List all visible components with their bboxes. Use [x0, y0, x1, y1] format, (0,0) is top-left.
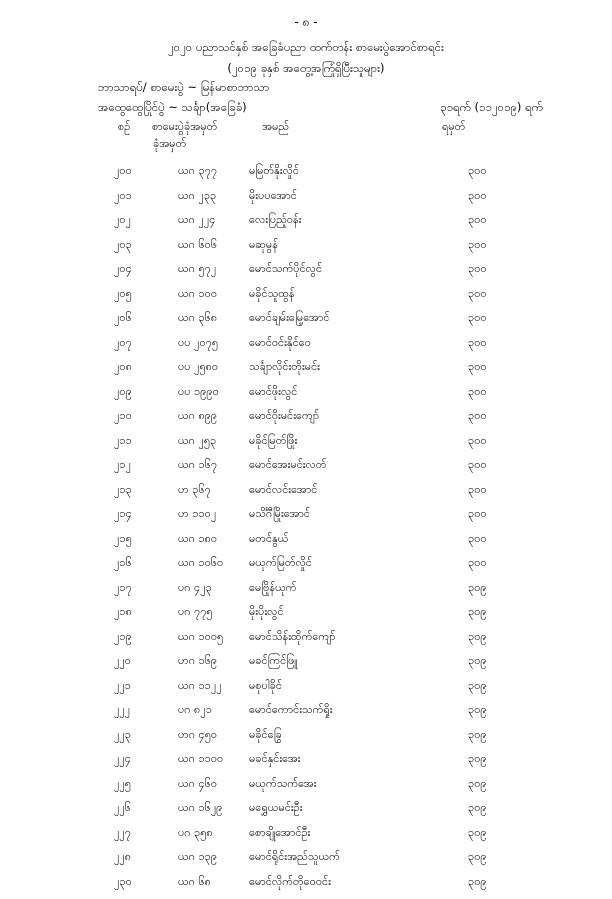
row-marks: ၃၀၀ — [468, 287, 487, 303]
row-marks: ၃၀၉ — [468, 630, 487, 646]
row-roll-number: ယဂ ၁၀၆၀ — [178, 556, 223, 572]
row-roll-number: ပဂ ၃၅၈ — [178, 826, 213, 842]
row-serial: ၂၂၀ — [114, 654, 131, 670]
row-marks: ၃၀၉ — [468, 801, 487, 817]
row-name: မောင်သက်ပိုင်လွင် — [249, 262, 322, 278]
department-line: ဘာသာရပ်/ စာမေးပွဲ ~ မြန်မာစာဘာသာ — [98, 80, 269, 97]
row-name: မောင်ဝိုးမင်းကျော် — [249, 409, 319, 425]
row-marks: ၃၀၀ — [468, 483, 487, 499]
row-name: စောချိုအောင်ဦး — [249, 826, 310, 842]
row-name: မောင်ချမ်းမြေ့အောင် — [249, 311, 329, 327]
row-marks: ၃၀၉ — [468, 777, 487, 793]
row-marks: ၃၀၉ — [468, 605, 487, 621]
table-row — [0, 238, 612, 263]
row-name: မရွှေယမင်းဦး — [249, 801, 303, 817]
row-marks: ၃၀၀ — [468, 189, 487, 205]
page-number: - ၈ - — [0, 14, 612, 32]
row-marks: ၃၀၀ — [468, 262, 487, 278]
row-roll-number: ပပ ၂၅၈၀ — [178, 360, 218, 376]
row-name: မယုက်သက်အေး — [249, 777, 317, 793]
table-row — [0, 507, 612, 532]
table-row — [0, 801, 612, 826]
row-marks: ၃၀၉ — [468, 654, 487, 670]
row-name: မဆုမွန် — [249, 238, 278, 254]
header-name: အမည် — [262, 120, 289, 136]
table-row — [0, 850, 612, 875]
table-row — [0, 458, 612, 483]
row-roll-number: ဟဂ ၄၅၀ — [178, 728, 217, 744]
table-row — [0, 875, 612, 899]
row-roll-number: ယဂ ၅၇၂ — [178, 262, 216, 278]
row-serial: ၂၀၄ — [114, 262, 132, 278]
table-row — [0, 654, 612, 679]
document-subtitle: (၂၀၁၉ ခုနှစ် အတွေ့အကြုံရှိပြီးသူများ) — [0, 61, 612, 78]
row-roll-number: ယဂ ၂၂၄ — [178, 213, 215, 229]
header-serial: စဉ် — [118, 120, 130, 136]
table-row — [0, 287, 612, 312]
row-marks: ၃၀၀ — [468, 409, 487, 425]
row-marks: ၃၀၀ — [468, 458, 487, 474]
table-row — [0, 385, 612, 410]
row-roll-number: ယဂ ၂၃၃ — [178, 189, 216, 205]
row-name: မသိင်္ဂီမြိုးအောင် — [249, 507, 310, 523]
table-row — [0, 752, 612, 777]
row-serial: ၂၀၈ — [114, 360, 132, 376]
table-row — [0, 213, 612, 238]
row-serial: ၂၀၁ — [114, 189, 132, 205]
row-marks: ၃၀၀ — [468, 507, 487, 523]
row-serial: ၂၂၇ — [114, 826, 131, 842]
row-serial: ၂၂၆ — [114, 801, 131, 817]
row-roll-number: ဟဂ ၁၆၉ — [178, 654, 217, 670]
row-name: မခိုင်သူထွန် — [249, 287, 295, 303]
table-row — [0, 532, 612, 557]
row-name: မောင်ကောင်းသက်ရှိုး — [249, 703, 333, 719]
row-name: မတင်နွယ် — [249, 532, 288, 548]
row-marks: ၃၀၀ — [468, 336, 487, 352]
row-marks: ၃၀၉ — [468, 850, 487, 866]
table-row — [0, 777, 612, 802]
table-row — [0, 605, 612, 630]
row-serial: ၂၂၄ — [114, 752, 131, 768]
table-row — [0, 434, 612, 459]
row-name: သင်္ချာလိုင်းတိုးမင်း — [249, 360, 320, 376]
table-row — [0, 336, 612, 361]
row-roll-number: ဟ ၁၁၀၂ — [178, 507, 216, 523]
row-name: မောင်ဝင်းနိုင်ဝေ — [249, 336, 311, 352]
row-name: မောင်ရိုင်းအည်သူယက် — [249, 850, 340, 866]
row-serial: ၂၀၇ — [114, 336, 132, 352]
row-serial: ၂၀၃ — [114, 238, 132, 254]
row-marks: ၃၀၀ — [468, 213, 487, 229]
row-serial: ၂၁၃ — [114, 483, 132, 499]
row-roll-number: ယဂ ၁၈၀ — [178, 532, 217, 548]
row-serial: ၂၀၂ — [114, 213, 131, 229]
row-roll-number: ယဂ ၁၆၇ — [178, 458, 217, 474]
row-roll-number: ဟ ၃၆၇ — [178, 483, 211, 499]
row-name: မခင်ကြင်ဖြူ — [249, 654, 298, 670]
row-marks: ၃၀၀ — [468, 238, 487, 254]
date-line: ၃၁ရက် (၁၁၂၀၁၉) ရက် — [440, 100, 543, 117]
row-name: မခိုင်မြတ်ဖြိုး — [249, 434, 297, 450]
row-name: မစုပါခိုင် — [249, 679, 282, 695]
row-name: မောင်လင်းအောင် — [249, 483, 317, 499]
row-serial: ၂၀၆ — [114, 311, 132, 327]
row-serial: ၂၂၁ — [114, 679, 131, 695]
row-marks: ၃၀၀ — [468, 556, 487, 572]
row-name: မိုးပပအောင် — [249, 189, 297, 205]
row-marks: ၃၀၀ — [468, 311, 487, 327]
row-name: မောင်လိုက်တိုဝေဝင်း — [249, 875, 331, 891]
row-serial: ၂၃၀ — [114, 875, 132, 891]
row-name: မေဗြိုန်ယုက် — [249, 581, 297, 597]
row-marks: ၃၀၀ — [468, 164, 487, 180]
row-roll-number: ယဂ ၆၈ — [178, 875, 211, 891]
row-roll-number: ပဂ ၈၂၁ — [178, 703, 212, 719]
row-roll-number: ပဂ ၇၇၅ — [178, 605, 213, 621]
row-roll-number: ပဂ ၄၂၃ — [178, 581, 212, 597]
row-roll-number: ယဂ ၂၅၃ — [178, 434, 216, 450]
row-marks: ၃၀၉ — [468, 728, 487, 744]
row-serial: ၂၂၂ — [114, 703, 130, 719]
row-serial: ၂၁၂ — [114, 458, 131, 474]
row-name: မောင်အေးမင်းလတ် — [249, 458, 327, 474]
document-title: ၂၀၂၀ ပညာသင်နှစ် အခြေခံပညာ ထက်တန်း စာမေးပွဲအောင်စာရင်း — [0, 40, 612, 57]
row-serial: ၂၁၇ — [114, 581, 132, 597]
row-marks: ၃၀၉ — [468, 752, 487, 768]
row-marks: ၃၀၉ — [468, 679, 487, 695]
table-row — [0, 483, 612, 508]
row-serial: ၂၁၆ — [114, 556, 132, 572]
table-row — [0, 728, 612, 753]
row-roll-number: ယဂ ၁၀၀ — [178, 287, 217, 303]
table-row — [0, 262, 612, 287]
table-row — [0, 630, 612, 655]
row-serial: ၂၀၉ — [114, 385, 132, 401]
row-name: မိုးပိုးလွင် — [249, 605, 284, 621]
row-name: မခိုင်ခြွေ — [249, 728, 282, 744]
row-marks: ၃၀၉ — [468, 581, 487, 597]
row-serial: ၂၂၈ — [114, 850, 131, 866]
row-serial: ၂၁၅ — [114, 532, 132, 548]
row-name: လေးပြည့်ဝန်း — [249, 213, 302, 229]
table-row — [0, 409, 612, 434]
table-row — [0, 581, 612, 606]
row-marks: ၃၀၉ — [468, 875, 487, 891]
header-marks: ရမှတ် — [442, 120, 465, 136]
row-roll-number: ယဂ ၁၀၀၅ — [178, 630, 223, 646]
row-name: မောင်ဖိုးလွင် — [249, 385, 297, 401]
table-row — [0, 164, 612, 189]
table-row — [0, 311, 612, 336]
header-roll-number: စာမေးပွဲခုံအမှတ် — [152, 120, 217, 136]
row-marks: ၃၀၀ — [468, 434, 487, 450]
row-marks: ၃၀၀ — [468, 532, 487, 548]
table-row — [0, 189, 612, 214]
row-roll-number: ယဂ ၁၁၂၂ — [178, 679, 222, 695]
table-row — [0, 679, 612, 704]
row-name: မခင်နှင်းအေး — [249, 752, 301, 768]
row-serial: ၂၀၀ — [114, 164, 132, 180]
row-marks: ၃၀၀ — [468, 385, 487, 401]
row-roll-number: ယဂ ၁၆၂၉ — [178, 801, 222, 817]
row-roll-number: ယဂ ၁၁၀၀ — [178, 752, 223, 768]
table-row — [0, 360, 612, 385]
table-row — [0, 556, 612, 581]
row-serial: ၂၁၉ — [114, 630, 132, 646]
row-serial: ၂၁၁ — [114, 434, 132, 450]
row-roll-number: ယဂ ၃၇၇ — [178, 164, 217, 180]
row-serial: ၂၀၅ — [114, 287, 132, 303]
row-name: မယုက်မြတ်လှိုင် — [249, 556, 312, 572]
row-serial: ၂၁၄ — [114, 507, 132, 523]
row-marks: ၃၀၉ — [468, 703, 487, 719]
row-roll-number: ယဂ ၃၆၈ — [178, 311, 217, 327]
row-marks: ၃၀၉ — [468, 826, 487, 842]
row-serial: ၂၂၃ — [114, 728, 131, 744]
row-roll-number: ပပ ၂၀၇၅ — [178, 336, 218, 352]
row-roll-number: ယဂ ၈၉၉ — [178, 409, 217, 425]
row-roll-number: ယဂ ၆၀၆ — [178, 238, 217, 254]
row-serial: ၂၁၀ — [114, 409, 132, 425]
row-marks: ၃၀၀ — [468, 360, 487, 376]
row-roll-number: ပပ ၁၉၉၀ — [178, 385, 219, 401]
row-name: မမြတ်နိုးလှိုင် — [249, 164, 299, 180]
row-roll-number: ယဂ ၁၃၉ — [178, 850, 217, 866]
row-serial: ၂၁၈ — [114, 605, 132, 621]
row-serial: ၂၂၅ — [114, 777, 131, 793]
table-row — [0, 826, 612, 851]
row-roll-number: ယဂ ၄၆၀ — [178, 777, 217, 793]
header-roll-number-sub: ခုံအမှတ် — [153, 137, 186, 153]
results-table — [0, 164, 612, 899]
table-row — [0, 703, 612, 728]
row-name: မောင်သိန်းထိုက်ကျော် — [249, 630, 335, 646]
test-line: အထွေထွေပြိုင်ပွဲ ~ သင်္ချာ(အခြေခံ) — [98, 100, 247, 117]
